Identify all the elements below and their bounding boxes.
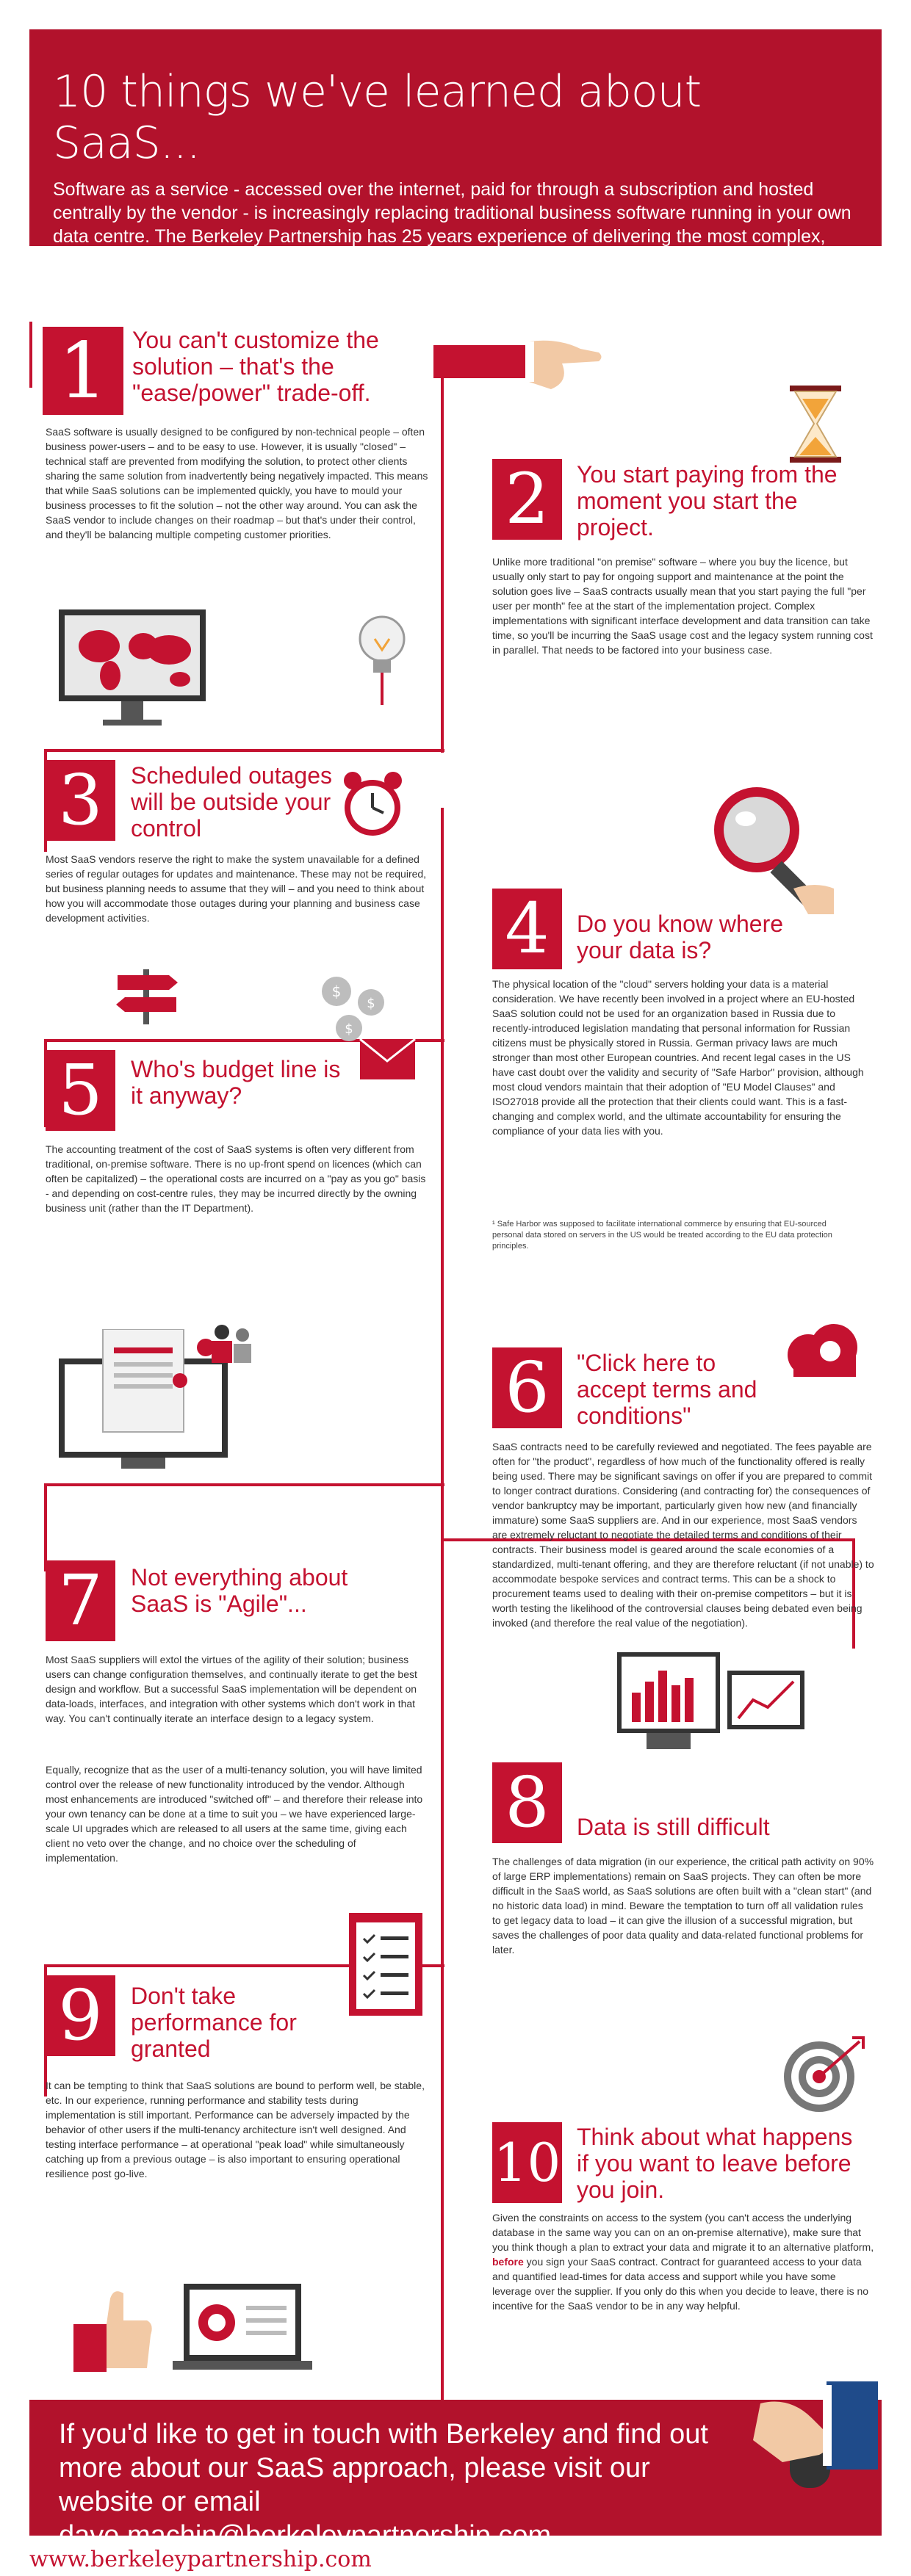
section-title-7: Not everything about SaaS is "Agile"... — [131, 1564, 348, 1617]
section-body-3: Most SaaS vendors reserve the right to make the system unavailable for a defined series of regular outages for updates and maintenance. These may not be required, but business planning needs to assume that they will – and you need to think about how you will accommodate those outages during your planning and business case development activities. — [46, 853, 427, 924]
timeline-line — [441, 371, 444, 753]
target-icon — [779, 2034, 867, 2115]
timeline-line — [44, 1483, 444, 1486]
section-title-4: Do you know where your data is? — [577, 911, 784, 963]
lightbulb-icon — [353, 609, 411, 705]
cloud-icon — [779, 1322, 867, 1381]
section-body-10-emphasis: before — [492, 2256, 524, 2268]
section-number-8: 8 — [492, 1762, 562, 1843]
pointing-hand-icon — [433, 323, 602, 404]
charts-monitor-icon — [617, 1649, 808, 1755]
section-body-9: It can be tempting to think that SaaS solutions are bound to perform well, be stable, etc. In our experience, running performance and stability tests during implementation is still important. Performance can be adversely impacted by the behavior of other users if the multi-tenancy architecture isn't well designed. And testing interface performance – at operational "peak load" while simultaneously catching up from a previous outage – is also important to ensuring operational resilience post go-live. — [46, 2080, 425, 2179]
timeline-line — [29, 322, 32, 388]
hand-mouse-icon — [731, 2381, 878, 2499]
thumbs-up-laptop-icon — [73, 2280, 316, 2379]
intro-text: Software as a service - accessed over the internet, paid for through a subscription and hosted centrally by the vendor - is increasingly replacing traditional business software running in your own data centre. The Berkeley Partnership has 25 years experience of delivering the most complex, critical, technology-enabled change. Here are 10 things we've learned about SaaS. — [53, 179, 851, 270]
section-title-3: Scheduled outages will be outside your control — [131, 762, 332, 842]
section-title-6: "Click here to accept terms and conditions" — [577, 1350, 757, 1429]
section-body-10-b: you sign your SaaS contract. Contract for guaranteed access to your data and quantified lead-times for data access and support while you have some leverage over the supplier. If you only do this when you decide to leave, there is no incentive for the SaaS vendor to be in any way helpful. — [492, 2256, 869, 2312]
section-title-1: You can't customize the solution – that's the "ease/power" trade-off. — [132, 327, 379, 406]
section-number-9: 9 — [46, 1975, 115, 2056]
section-title-2: You start paying from the moment you start the project. — [577, 461, 838, 540]
section-title-9: Don't take performance for granted — [131, 1983, 297, 2062]
svg-text:$: $ — [367, 996, 375, 1011]
section-number-6: 6 — [492, 1347, 562, 1428]
footnote: ¹ Safe Harbor was supposed to facilitate international commerce by ensuring that EU-sourced personal data stored on servers in the US would be treated according to the EU data protection principles. — [492, 1220, 832, 1251]
section-number-5: 5 — [46, 1050, 115, 1131]
section-title-8: Data is still difficult — [577, 1814, 770, 1840]
contact-text: If you'd like to get in touch with Berkeley and find out more about our SaaS approach, please visit our website or email dave.machin@berkeleypartnership.com — [59, 2419, 708, 2551]
page-title: 10 things we've learned about SaaS... — [53, 66, 702, 169]
svg-text:$: $ — [331, 983, 342, 1000]
world-map-monitor-icon — [59, 609, 206, 731]
svg-text:$: $ — [345, 1021, 353, 1037]
timeline-line — [44, 749, 444, 752]
header-banner — [29, 29, 882, 270]
website-link[interactable]: www.berkeleypartnership.com — [29, 2547, 372, 2572]
section-body-2: Unlike more traditional "on premise" software – where you buy the licence, but usually only start to pay for ongoing support and maintenance at the point the solution goes live – SaaS contracts usually mean that you start paying the full "per user per month" fee at the start of the implementation project. Complex implementations with significant interface development and data transition can take time, so you'll be incurring the SaaS usage cost and the legacy system running cost in parallel. That needs to be factored into your business case. — [492, 556, 873, 656]
section-number-7: 7 — [46, 1560, 115, 1641]
section-number-4: 4 — [492, 889, 562, 969]
section-number-1: 1 — [43, 327, 123, 415]
section-number-3: 3 — [46, 760, 115, 841]
section-body-1: SaaS software is usually designed to be configured by non-technical people – often business power-users – and to be easy to use. However, it is usually "closed" – technical staff are prevented from modifying the solution, to protect other clients sharing the same solution from inadvertently being negatively impacted. This means that while SaaS solutions can be implemented quickly, you have to mould your business processes to fit the solution – not the other way around. You can ask the SaaS vendor to include changes on their roadmap – but that's under their control, and they'll be balancing multiple competing customer priorities. — [46, 426, 428, 540]
section-number-10: 10 — [492, 2122, 562, 2203]
signpost-icon — [110, 969, 184, 1024]
section-body-10 — [492, 2210, 874, 2313]
timeline-line — [441, 808, 444, 2460]
section-body-6: SaaS contracts need to be carefully reviewed and negotiated. The fees payable are often for "the product", regardless of how much of the functionality offered is really being used. There may be significant savings on offer if you are prepared to commit to longer contract durations. Considering (and contracting for) the consequences of vendor bankruptcy may be important, particularly given how new (and financially immature) some SaaS suppliers are. And in our experience, most SaaS vendors are extremely reluctant to negotiate the detailed terms and conditions of their contracts. Their business model is geared around the scale economies of a standardized, multi-tenant offering, and they are therefore reluctant (if not unable) to accommodate bespoke services and contract terms. This can be a shock to procurement teams used to dealing with their on-premise competitors – but it is worth testing the likelihood of the controversial clauses being debated even being invoked (and therefore the real value of the negotiation). — [492, 1441, 874, 1629]
timeline-line — [44, 1483, 47, 1571]
document-monitor-icon — [59, 1329, 228, 1476]
section-body-10-a: Given the constraints on access to the system (you can't access the underlying database in the same way you can on an on-premise alternative), make sure that you think though a plan to extract your data and migrate it to an alternative platform, — [492, 2212, 874, 2253]
footer-banner — [29, 2400, 882, 2551]
section-body-7: Most SaaS suppliers will extol the virtues of the agility of their solution; business users can change configuration themselves, and continually iterate to get the best design and workflow. But a successful SaaS implementation will be dependent on data-loads, interfaces, and integration with other systems which don't work in that way. You can't continually iterate an interface design to a legacy system. — [46, 1654, 417, 1724]
section-title-10: Think about what happens if you want to leave before you join. — [577, 2124, 853, 2203]
alarm-clock-icon — [338, 767, 408, 841]
hourglass-icon — [786, 386, 845, 463]
section-number-2: 2 — [492, 459, 562, 540]
section-body-4: The physical location of the "cloud" servers holding your data is a material consideration. We have recently been involved in a project where an EU-hosted SaaS solution could not be used for an organization based in Russia due to recently-introduced legislation mandating that personal information for Russian citizens must be physically stored in Russia. German privacy laws are much stronger than most other European countries. And recent legal cases in the US have cast doubt over the validity and security of "Safe Harbor" provision, although most cloud vendors maintain that their adoption of "EU Model Clauses" and ISO27018 provide all the protection that their clients could want. This is a fast-changing and complex world, and the ultimate accountability for ensuring the compliance of your data lies with you. — [492, 978, 864, 1137]
section-body-8: The challenges of data migration (in our experience, the critical path activity on 90% of large ERP implementations) remain on SaaS projects. They can often be more difficult in the SaaS world, as SaaS solutions are often built with a "clean start" (and no historic data load) in mind. Beware the temptation to turn off all validation rules to get legacy data to load – it can give the illusion of a successful migration, but saves the challenges of poor data quality and data-related functional problems for later. — [492, 1856, 874, 1955]
section-title-5: Who's budget line is it anyway? — [131, 1056, 341, 1109]
magnifying-glass-icon — [705, 778, 838, 918]
checklist-icon — [345, 1909, 426, 2019]
business-people-icon — [206, 1322, 257, 1366]
section-body-5: The accounting treatment of the cost of SaaS systems is often very different from traditional, on-premise software. There is no up-front spend on licences (which can often be capitalized) – the operational costs are incurred on a "pay as you go" basis - and depending on cost-centre rules, they may be incurred directly by the owning business unit (rather than the IT Department). — [46, 1143, 426, 1214]
section-body-7b: Equally, recognize that as the user of a multi-tenancy solution, you will have limited control over the release of new functionality introduced by the vendor. Although most enhancements are introduced "switched off" – and therefore their release into your own tenancy can be done at a time to suit you – we have experienced large-scale UI upgrades which are released to all users at the same time, giving each client no veto over the change, and no choice over the scheduling of implementation. — [46, 1764, 423, 1864]
